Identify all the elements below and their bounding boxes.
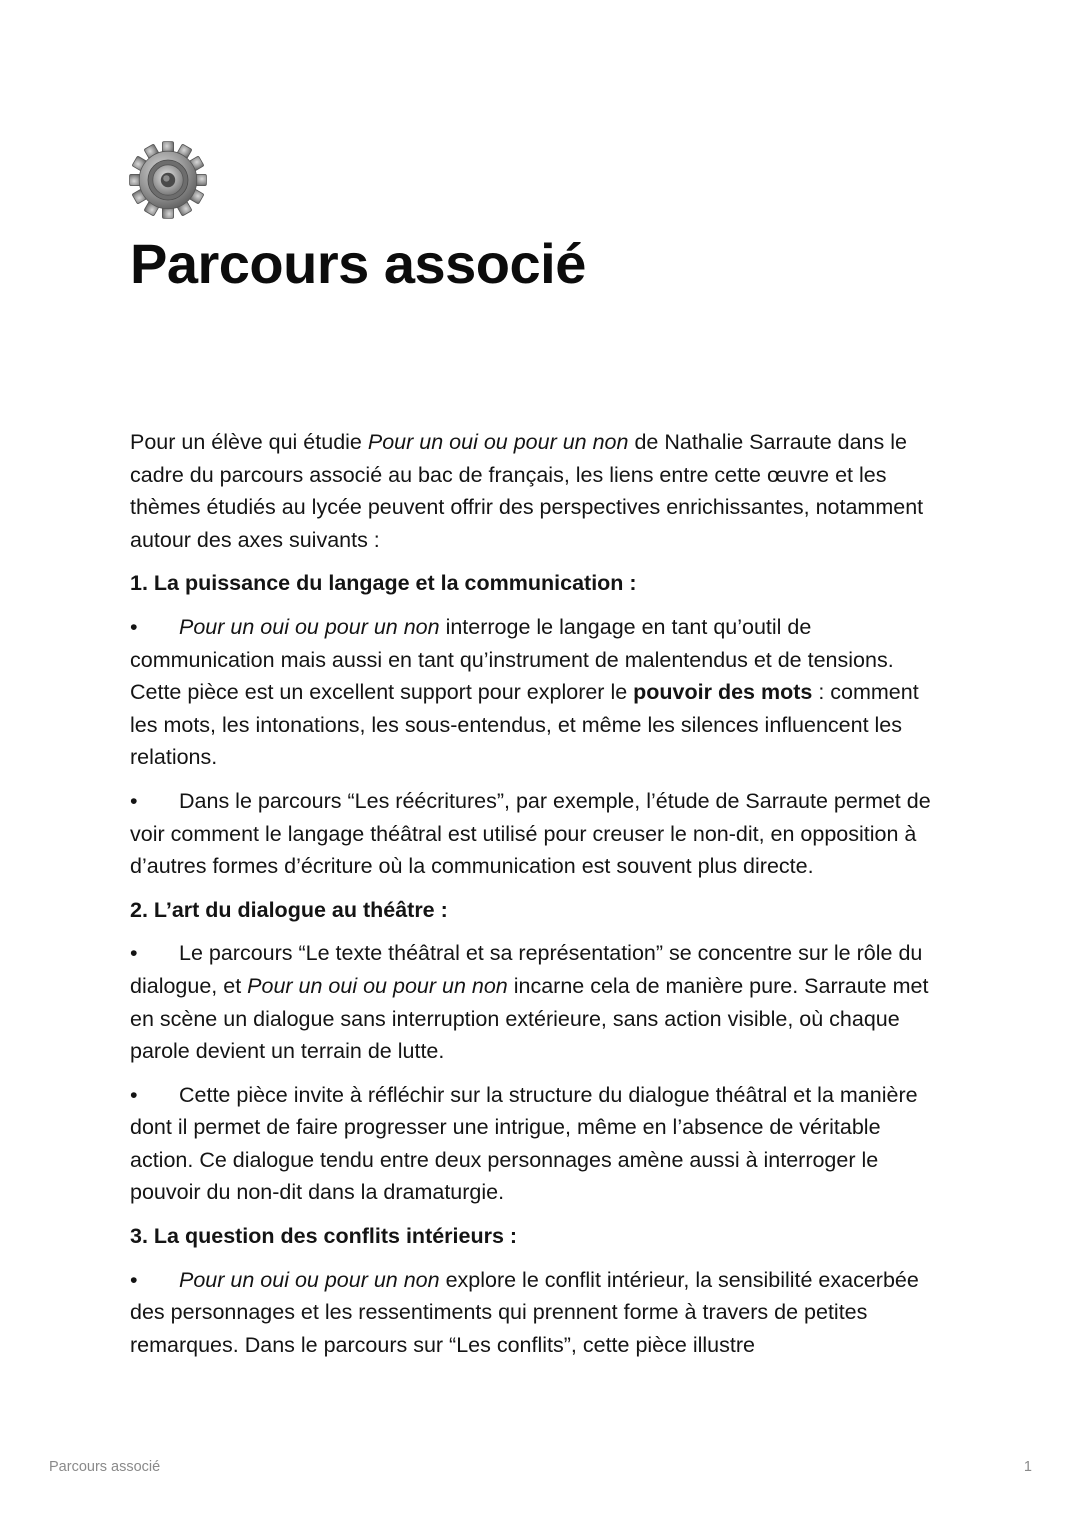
bullet-item	[130, 1264, 946, 1362]
bullet-marker: •	[130, 1082, 138, 1107]
intro-paragraph	[130, 426, 946, 556]
section-heading: 2. L’art du dialogue au théâtre :	[130, 897, 448, 922]
work-title: Pour un oui ou pour un non	[179, 1267, 440, 1292]
document-body	[130, 426, 946, 1372]
emphasis-text: pouvoir des mots	[633, 680, 813, 705]
bullet-text: Le parcours “Le texte théâtral et sa représentation” se concentre sur le rôle du dialogue, et	[130, 941, 923, 998]
bullet-text: explore le conflit intérieur, la sensibilité exacerbée des personnages et les ressentiments qui prennent forme à travers de petites remarques. Dans le parcours sur “Les conflits”, cette pièce illustre	[130, 1267, 919, 1357]
intro-text: de Nathalie Sarraute dans le cadre du parcours associé au bac de français, les liens entre cette œuvre et les thèmes étudiés au lycée peuvent offrir des perspectives enrichissantes, notamment autour des axes suivants :	[130, 430, 924, 552]
bullet-marker: •	[130, 941, 138, 966]
work-title: Pour un oui ou pour un non	[179, 614, 440, 639]
bullet-text: Cette pièce invite à réfléchir sur la structure du dialogue théâtral et la manière dont il permet de faire progresser une intrigue, même en l’absence de véritable action. Ce dialogue tendu entre deux personnages amène aussi à interroger le pouvoir du non-dit dans la dramaturgie.	[130, 1082, 918, 1205]
footer-title: Parcours associé	[49, 1459, 161, 1475]
bullet-item	[130, 1079, 946, 1209]
section-heading: 1. La puissance du langage et la communication :	[130, 571, 637, 596]
bullet-item	[130, 611, 946, 774]
bullet-item	[130, 785, 946, 883]
intro-text: Pour un élève qui étudie	[130, 430, 368, 454]
work-title: Pour un oui ou pour un non	[367, 430, 629, 454]
page-title: Parcours associé	[130, 232, 586, 295]
bullet-text: : comment les mots, les intonations, les sous-entendus, et même les silences influencent les relations.	[130, 680, 919, 770]
bullet-text: interroge le langage en tant qu’outil de communication mais aussi en tant qu’instrument de malentendus et de tensions. Cette pièce est un excellent support pour explorer le	[130, 614, 894, 705]
bullet-marker: •	[130, 1267, 138, 1292]
gear-icon	[128, 140, 208, 220]
work-title: Pour un oui ou pour un non	[247, 973, 508, 998]
bullet-marker: •	[130, 788, 138, 813]
bullet-text: Dans le parcours “Les réécritures”, par exemple, l’étude de Sarraute permet de voir comment le langage théâtral est utilisé pour creuser le non-dit, en opposition à d’autres formes d’écriture où la communication est souvent plus directe.	[130, 788, 931, 879]
page-number: 1	[1023, 1459, 1032, 1475]
bullet-marker: •	[130, 614, 138, 639]
bullet-item	[130, 937, 946, 1067]
section-heading: 3. La question des conflits intérieurs :	[130, 1224, 518, 1249]
bullet-text: incarne cela de manière pure. Sarraute met en scène un dialogue sans interruption extérieure, sans action visible, où chaque parole devient un terrain de lutte.	[130, 973, 929, 1064]
